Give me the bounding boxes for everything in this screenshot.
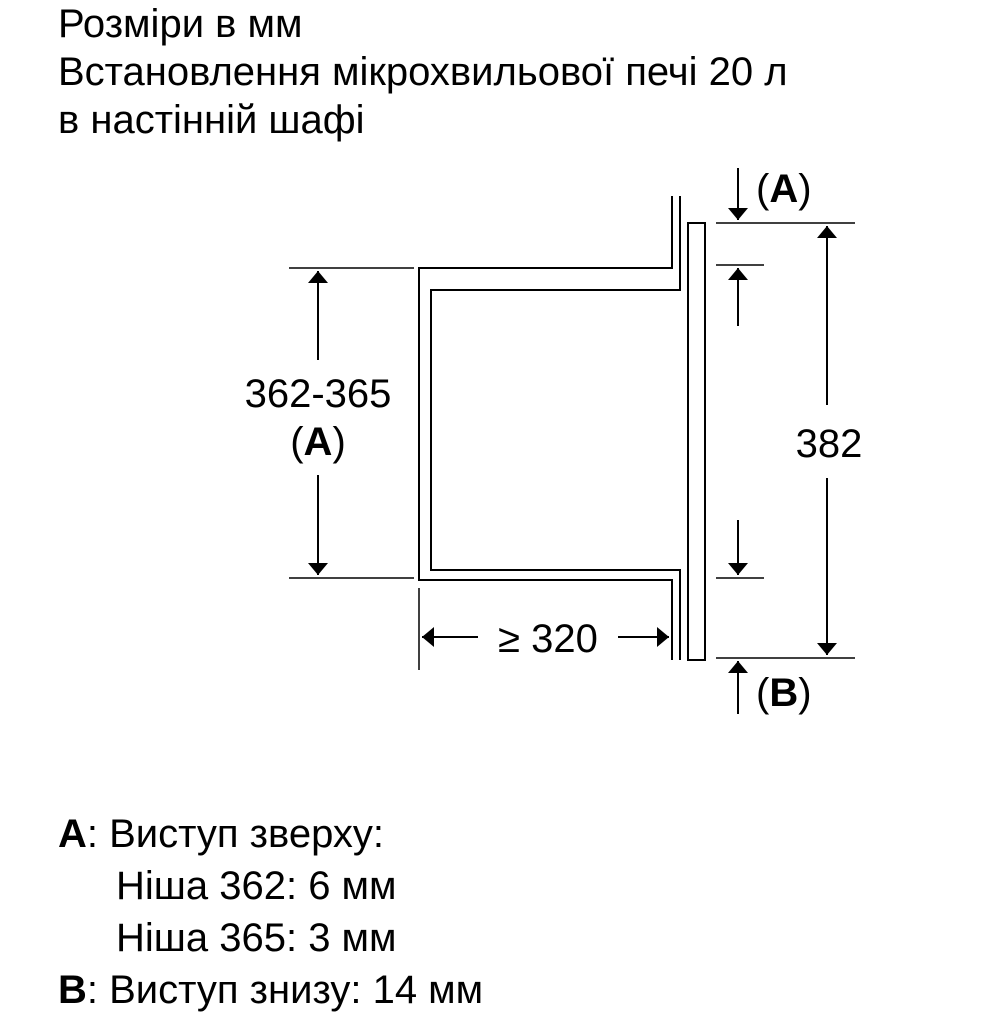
min-depth-label: ≥ 320 <box>498 617 598 661</box>
bottom-ref-letter: B <box>769 671 799 715</box>
svg-text:(A): (A) <box>290 420 346 464</box>
legend-row-b <box>58 964 483 1016</box>
title-line-3: в настінній шафі <box>58 98 365 142</box>
svg-text:(B): (B) <box>756 671 812 715</box>
title-line-2: Встановлення мікрохвильової печі 20 л <box>58 50 788 94</box>
legend-a-niche-362: Ніша 362: 6 мм <box>116 864 397 908</box>
legend-a-niche-365: Ніша 365: 3 мм <box>116 916 397 960</box>
niche-height-ref <box>290 420 346 464</box>
legend-a-text: : Виступ зверху: <box>86 812 384 856</box>
top-ref-letter: A <box>769 167 799 211</box>
niche-height-ref-letter: A <box>303 420 333 464</box>
legend <box>58 808 483 1016</box>
front-height-label: 382 <box>795 422 863 466</box>
legend-row-a <box>58 808 483 860</box>
legend-b-letter: B <box>58 968 87 1012</box>
title-line-1: Розміри в мм <box>58 2 303 46</box>
svg-text:(A): (A) <box>756 167 812 211</box>
top-ref-label <box>756 167 812 211</box>
legend-a-letter: A <box>58 812 87 856</box>
legend-b-text: : Виступ знизу: 14 мм <box>86 968 484 1012</box>
niche-height-label: 362-365 <box>244 372 392 416</box>
bottom-ref-label <box>756 671 812 715</box>
cabinet-outline <box>419 196 680 660</box>
cabinet-inner-profile <box>431 196 680 660</box>
microwave-front-panel <box>688 223 705 660</box>
cabinet-outer-profile <box>419 196 672 660</box>
